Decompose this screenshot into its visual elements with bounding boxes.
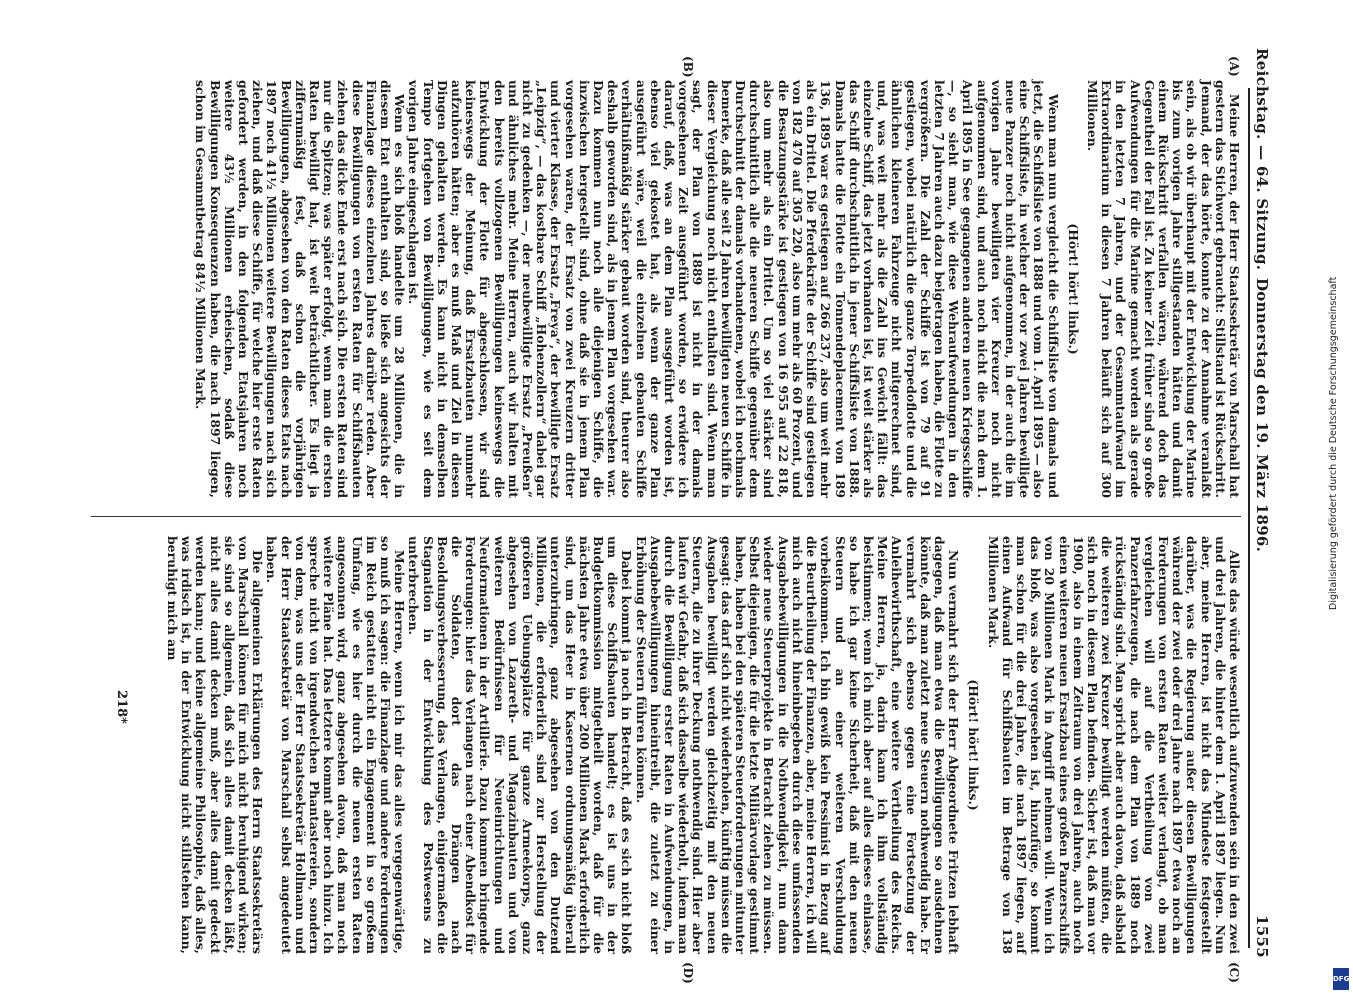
paragraph: Dabei kommt ja noch in Betracht, daß es sich nicht bloß um diese Schiffsbauten handelt; es ist uns in der Budgetkommission mitgetheilt worden, daß für die nächsten Jahre etwa über 200 Millionen Mark erforderlich sind, um das Heer in Kasernen ordnungsmäßig überall unterzubringen, ganz abgesehen von den Dutzend Millionen, die erforderlich sind zur Herstellung der größeren Uebungsplätze für ganze Armeekorps, ganz abgesehen von Lazareth- und Magazinbauten und von weiteren Bedürfnissen für Neueinrichtungen und Neuformationen in der Artillerie. Dazu kommen bringende Forderungen: hier das Verlangen nach einer Abendkost für die Soldaten, dort das Drängen nach Besoldungsverbesserung, das Verlangen, einigermaßen die Stagnation in der Entwicklung des Postwesens zu unterbrechen. — [406, 536, 635, 954]
paragraph: Nun vermahrt sich der Herr Abgeordnete Fritzen lebhaft dagegen, daß man etwa die Bewilligungen so ausdehnen könnte, daß man zuletzt neue Steuern nothwendig habe. Er vermahrt sich ebenso gegen eine Fortsetzung der Anleihewirthschaft, eine weitere Vertheilung des Reichs. Meine Herren, ja, darin kann ich ihm vollständig beistimmen; wenn ich mich aber auf alles dieses einlasse, so habe ich gar keine Sicherheit, daß mit den neuen Steuern und an einer weiteren Verschuldung vorbeikommen. Ich bin gewiß kein Pessimist in Bezug auf die Beurtheilung der Finanzen, aber, meine Herren, ich will mich auch nicht hineinbegeben durch diese umfassenden Ausgabebewilligungen in die Nothwendigkeit, nun dann wieder neue Steuerprojekte in Betracht ziehen zu müssen. Selbst diejenigen, die für die letzte Militärvorlage gestimmt haben, haben bei den späteren Steuerforderungen mitunter gesagt: das darf sich nicht wiederholen, künftig müssen die Ausgaben bewilligt werden gleichzeitig mit den neuen Steuern, die zu ihrer Deckung nothwendig sind. Hier aber laufen wir Gefahr, daß sich dasselbe wiederholt, indem man durch die Bewilligung erster Raten in Aufwendungen, in Ausgabebewilligungen hineintreibt, die zuletzt zu einer Erhöhung der Steuern führen können. — [633, 536, 962, 954]
margin-marker-c: (C) — [1227, 962, 1241, 983]
paragraph: Meine Herren, wenn ich mir das alles vergegenwärtige, so muß ich sagen: die Finanzlage und andere Forderungen im Reich gestatten nicht ein Engagement in so großem Umfang, wie es hier durch die neuen ersten Raten angesonnen wird, ganz abgesehen davon, daß man noch weitere Pläne hat. Das letztere kommt aber noch hinzu. Ich spreche nicht von irgendwelchen Phantastereien, sondern von dem, was uns der Herr Staatssekretär Hollmann und der Herr Staatssekretär von Marschall selbst angedeutet haben. — [264, 536, 408, 954]
column-divider — [91, 516, 1241, 517]
right-column — [165, 536, 1241, 954]
interjection: (Hört! hört! links.) — [966, 679, 982, 811]
digitization-credit: Digitalisierung gefördert durch die Deutsche Forschungsgemeinschaft — [1328, 276, 1339, 610]
header-rule — [1248, 88, 1250, 948]
paragraph: Die allgemeinen Erklärungen des Herrn Staatssekretärs von Marschall können für mich nicht beruhigend wirken; sie sind so allgemein, daß sich alles damit decken läßt, nicht alles damit decken muß, aber alles damit gedeckt werden kann; und keine allgemeine Philosophie, daß alles, was irdisch ist, in der Entwicklung nicht stillstehen kann, beruhigt mich am — [164, 536, 266, 954]
header-date: Donnerstag den 19. März 1896. — [1253, 278, 1271, 553]
paragraph: Alles das würde wesentlich aufzuwenden sein in den zwei und drei Jahren, die hinter dem 1. April 1897 liegen. Nun aber, meine Herren, ist nicht das Mindeste festgestellt darüber, was die Regierung außer diesen Bewilligungen während der zwei oder drei Jahre nach 1897 etwa noch an Forderungen von ersten Raten weiter verlangt, ob man vergleichen will auf die Vertheilung von zwei Panzerfahrzeugen, die nach dem Plan von 1889 noch rückständig sind. Man spricht aber auch davon, daß alsbald die weiteren zwei Kreuzer bewilligt werden müßten, die sich noch in diesem Plan befinden. Sicher ist, daß man vor 1900, also in einem Zeitraum von drei Jahren, auch noch einen weiteren neuen Ersatzbau eines großen Panzerschiffs von 20 Millionen Mark in Angriff nehmen will. Wenn ich das bloß, was also vorgesehen ist, hinzufüge, so kommt man schon für die drei Jahre, die nach 1897 liegen, auf einen Aufwand für Schiffsbauten im Betrage von 138 Millionen Mark. — [985, 536, 1242, 954]
dfg-logo-icon: DFG — [1333, 968, 1349, 990]
page-number: 1555 — [1253, 915, 1271, 958]
margin-marker-a: (A) — [1227, 56, 1241, 77]
paragraph: Wenn man nun vergleicht die Schiffsliste von damals und jetzt, die Schiffsliste von 1888 und vom 1. April 1895 — also eine Schiffsliste, in welcher der vor zwei Jahren bewilligte neue Panzer noch nicht aufgenommen, in der auch die im vorigen Jahre bewilligten vier Kreuzer noch nicht aufgenommen sind, und auch noch nicht die nach dem 1. April 1895 in See gegangenen anderen neuen Kriegsschiffe —, so sieht man, wie diese Wehraufwendungen in den letzten 7 Jahren auch dazu beigetragen haben, die Flotte zu vergrößern. Die Zahl der Schiffe ist von 79 auf 91 gestiegen, wobei natürlich die ganze Torpedoflotte und die ähnlichen kleineren Fahrzeuge nicht mitgerechnet sind, und, was weit mehr als die Zahl ins Gewicht fällt: das einzelne Schiff, das jetzt vorhanden ist, ist weit stärker als das Schiff durchschnittlich in jener Schiffsliste von 1888. Damals hatte die Flotte ein Tonnendeplacement von 189 136, 1895 war es gestiegen auf 266 237, also um weit mehr als ein Drittel. Die Pferdekräfte der Schiffe sind gestiegen von 182 470 auf 305 220, also um mehr als 60 Prozent, und die Besatzungsstärke ist gestiegen von 16 955 auf 22 818, also um mehr als ein Drittel. Um so viel stärker sind durchschnittlich alle die neueren Schiffe gegenüber dem Durchschnitt der damals vorhandenen, wobei ich nochmals bemerke, daß alle seit 2 Jahren bewilligten neuen Schiffe in dieser Vergleichung noch nicht enthalten sind. Wenn man sagt, der Plan von 1889 ist nicht in der damals vorgesehenen Zeit ausgeführt worden, so erwidere ich darauf, daß, was an dem Plan ausgeführt worden ist, ebenso viel gekostet hat, als wenn der ganze Plan ausgeführt wäre, weil die einzelnen gebauten Schiffe verhältnißmäßig stärker gebaut worden sind, theurer also deshalb geworden sind, als in jenem Plan vorgesehen war. Dazu kommen nun noch alle diejenigen Schiffe, die inzwischen hergestellt sind, ohne daß sie in jenem Plan vorgesehen waren, der Ersatz von zwei Kreuzern dritter und vierter Klasse, der Ersatz „Freya“, der bewilligte Ersatz „Leipzig“, — das kostbare Schiff „Hohenzollern“ dabei gar nicht zu gedenken —, der neubewilligte Ersatz „Preußen“ und ähnliches mehr. Meine Herren, auch wir halten mit den bereits vollzogenen Bewilligungen keineswegs die Entwicklung der Flotte für abgeschlossen, wir sind keineswegs der Meinung, daß Ersatzbauten nunmehr aufzuhören hätten; aber es muß Maß und Ziel in diesen Dingen gehalten werden. Es kann nicht in demselben Tempo fortgehen von Bewilligungen, wie es seit dem vorigen Jahre eingeschlagen ist. — [406, 80, 1061, 498]
signature-mark: 218* — [114, 690, 129, 724]
margin-marker-b: (B) — [681, 56, 695, 78]
margin-marker-d: (D) — [681, 962, 695, 984]
paragraph: Wenn es sich bloß handelte um 28 Millionen, die in diesem Etat enthalten sind, so ließe sich angesichts der Finanzlage dieses einzelnen Jahres darüber reden. Aber diese Bewilligungen von ersten Raten für Schiffsbauten ziehen das dicke Ende erst nach sich. Die ersten Raten sind nur die Spitzen; was später erfolgt, wenn man die ersten Raten bewilligt hat, ist weit beträchtlicher. Es liegt ja ziffernmäßig fest, daß schon die vorjährigen Bewilligungen, abgesehen von den Raten dieses Etats nach 1897 noch 41½ Millionen weitere Bewilligungen nach sich ziehen, und daß diese Schiffe, für welche hier erste Raten gefordert werden, in den folgenden Etatsjahren noch weitere 43½ Millionen erheischen, sodaß diese Bewilligungen Konsequenzen haben, die nach 1897 liegen, schon im Gesammtbetrag 84½ Millionen Mark. — [193, 80, 408, 498]
paragraph: Meine Herren, der Herr Staatssekretär von Marschall hat gestern das Stichwort gebraucht: Stillstand ist Rückschritt. Jemand, der das hörte, konnte zu der Annahme veranlaßt sein, als ob wir überhaupt mit der Entwicklung der Marine bis zum vorigen Jahre stillgestanden hätten und damit einem Rückschritt verfallen wären, während doch das Gegentheil der Fall ist. Zu keiner Zeit früher sind so große Aufwendungen für die Marine gemacht worden als gerade in den letzten 7 Jahren, und der Gesammtaufwand im Extraordinarium in diesen 7 Jahren beläuft sich auf 300 Millionen. — [1084, 80, 1242, 498]
running-header — [1249, 48, 1275, 958]
header-session: Reichstag. — 64. Sitzung. — [1253, 48, 1271, 271]
left-column — [193, 80, 1241, 498]
interjection: (Hört! hört! links.) — [1065, 223, 1081, 355]
